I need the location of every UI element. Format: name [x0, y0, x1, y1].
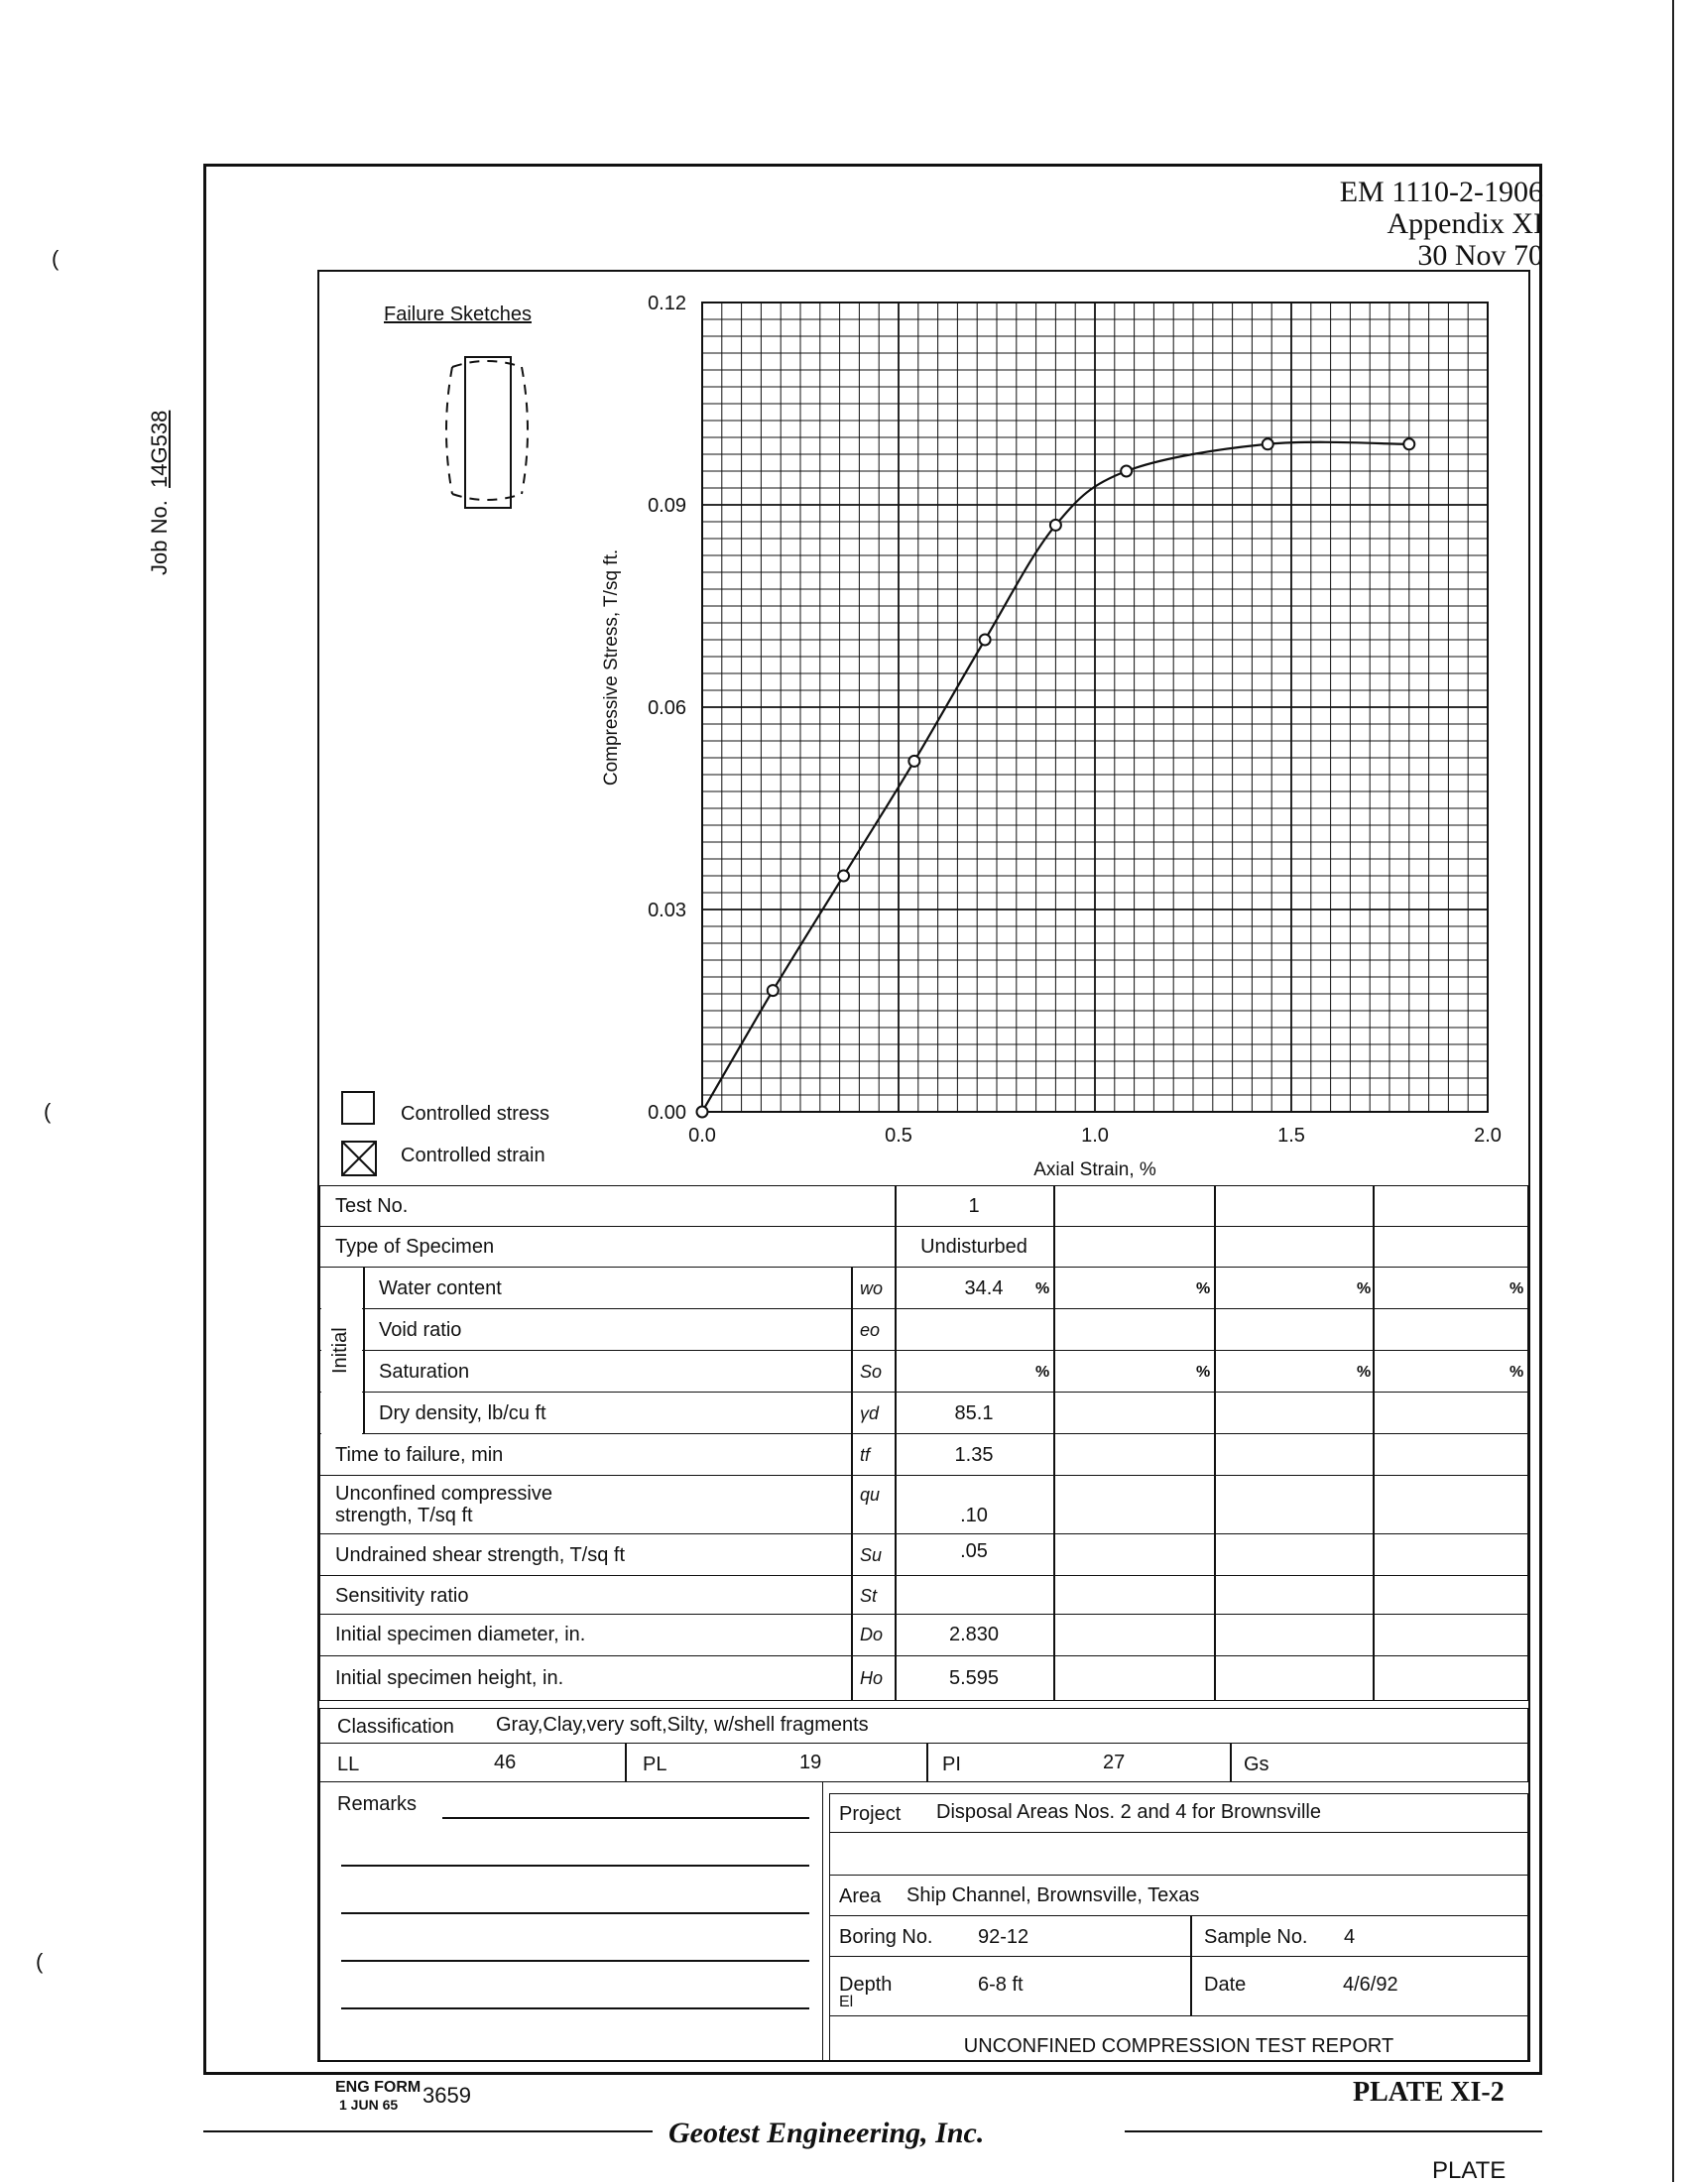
pl-value: 19	[799, 1752, 822, 1773]
sat-pct-2: %	[1196, 1364, 1211, 1381]
remarks-line	[341, 2007, 809, 2009]
y-tick-label: 0.09	[648, 495, 686, 517]
eng-form-line2: 1 JUN 65	[339, 2097, 399, 2113]
boring-row	[829, 1915, 1528, 1957]
ucs-value: .10	[960, 1505, 988, 1526]
diameter-symbol: Do	[860, 1625, 884, 1644]
ucs-label-2: strength, T/sq ft	[335, 1505, 473, 1526]
form-number: 3659	[422, 2083, 471, 2108]
classification-value: Gray,Clay,very soft,Silty, w/shell fragments	[496, 1714, 869, 1736]
sample-value: 4	[1344, 1926, 1356, 1948]
pi-value: 27	[1103, 1752, 1126, 1773]
project-value: Disposal Areas Nos. 2 and 4 for Brownsville	[936, 1801, 1321, 1823]
divider	[926, 1743, 928, 1782]
saturation-symbol: So	[860, 1362, 883, 1382]
row-sensitivity	[319, 1575, 1528, 1615]
job-number: 14G538	[147, 410, 172, 488]
water-symbol: wo	[860, 1278, 884, 1298]
saturation-label: Saturation	[379, 1361, 470, 1383]
document-header	[1340, 177, 1543, 272]
sample-label: Sample No.	[1204, 1926, 1308, 1948]
x-tick-label: 0.0	[688, 1125, 716, 1147]
type-value: Undisturbed	[920, 1236, 1027, 1258]
time-label: Time to failure, min	[335, 1444, 504, 1466]
remarks-line	[341, 1960, 809, 1962]
water-label: Water content	[379, 1277, 502, 1299]
manual-number: EM 1110-2-1906	[1339, 176, 1543, 208]
ll-value: 46	[494, 1752, 517, 1773]
bottom-rule-right	[1125, 2130, 1542, 2132]
data-point	[1121, 466, 1132, 477]
diameter-label: Initial specimen diameter, in.	[335, 1624, 586, 1645]
depth-value: 6-8 ft	[978, 1974, 1024, 1996]
test-data-table	[319, 1185, 1528, 1701]
divider	[1053, 1185, 1055, 1701]
row-saturation	[319, 1350, 1528, 1393]
boring-value: 92-12	[978, 1926, 1029, 1948]
data-point	[1263, 438, 1273, 449]
y-tick-label: 0.00	[648, 1102, 686, 1124]
page-edge-line	[1672, 0, 1674, 2182]
height-value: 5.595	[948, 1667, 1000, 1689]
plate-footer-label: PLATE	[1432, 2157, 1507, 2184]
company-name: Geotest Engineering, Inc.	[668, 2117, 985, 2149]
water-value: 34.4	[964, 1277, 1004, 1299]
x-tick-label: 1.5	[1277, 1125, 1305, 1147]
area-value: Ship Channel, Brownsville, Texas	[906, 1884, 1200, 1906]
eng-form-line1: ENG FORM	[335, 2079, 422, 2096]
stress-strain-chart	[575, 283, 1508, 1195]
void-symbol: eo	[860, 1320, 881, 1340]
remarks-line	[341, 1912, 809, 1914]
water-pct-3: %	[1357, 1280, 1372, 1297]
shear-value: .05	[960, 1540, 988, 1562]
sensitivity-symbol: St	[860, 1586, 878, 1606]
job-label: Job No.	[147, 500, 172, 575]
test-no-value: 1	[968, 1195, 980, 1217]
dry-density-symbol: γd	[860, 1403, 880, 1423]
remarks-block	[319, 1781, 823, 2062]
initial-label: Initial	[329, 1327, 351, 1374]
dry-density-label: Dry density, lb/cu ft	[379, 1402, 546, 1424]
y-axis-label: Compressive Stress, T/sq ft.	[601, 548, 622, 787]
water-pct-4: %	[1509, 1280, 1524, 1297]
divider	[625, 1743, 627, 1782]
divider	[1373, 1185, 1375, 1701]
divider	[1230, 1743, 1232, 1782]
bottom-rule-left	[203, 2130, 653, 2132]
divider	[1214, 1185, 1216, 1701]
date-label: Date	[1204, 1974, 1247, 1996]
water-pct-1: %	[1035, 1280, 1050, 1297]
time-symbol: tf	[860, 1445, 871, 1465]
job-number-block	[119, 248, 179, 585]
pi-label: PI	[942, 1754, 961, 1775]
sensitivity-label: Sensitivity ratio	[335, 1585, 469, 1607]
gs-label: Gs	[1244, 1754, 1269, 1775]
remarks-label: Remarks	[337, 1793, 418, 1815]
appendix-label: Appendix XI	[1387, 207, 1543, 240]
data-point	[1050, 520, 1061, 531]
classification-label: Classification	[337, 1716, 454, 1738]
water-pct-2: %	[1196, 1280, 1211, 1297]
type-label: Type of Specimen	[335, 1236, 495, 1258]
project-continuation-row	[829, 1832, 1528, 1876]
divider	[363, 1267, 365, 1434]
manual-date: 30 Nov 70	[1417, 239, 1543, 272]
pl-label: PL	[643, 1754, 667, 1775]
x-tick-label: 2.0	[1474, 1125, 1502, 1147]
dry-density-value: 85.1	[954, 1402, 994, 1424]
failure-sketch-icon	[432, 353, 542, 512]
void-label: Void ratio	[379, 1319, 462, 1341]
x-tick-label: 1.0	[1081, 1125, 1109, 1147]
x-axis-label: Axial Strain, %	[1033, 1159, 1156, 1180]
sat-pct-1: %	[1035, 1364, 1050, 1381]
remarks-line	[442, 1817, 809, 1819]
punch-mark: (	[52, 246, 60, 271]
ucs-symbol: qu	[860, 1485, 881, 1505]
controlled-strain-checkbox	[341, 1141, 377, 1176]
controlled-strain-label: Controlled strain	[401, 1145, 545, 1166]
data-point	[1403, 438, 1414, 449]
plate-number: PLATE XI-2	[1353, 2077, 1505, 2108]
punch-mark: (	[36, 1949, 44, 1974]
y-tick-label: 0.03	[648, 900, 686, 921]
data-point	[768, 985, 779, 996]
diameter-value: 2.830	[948, 1624, 1000, 1645]
data-point	[980, 635, 991, 646]
sat-pct-3: %	[1357, 1364, 1372, 1381]
report-title: UNCONFINED COMPRESSION TEST REPORT	[963, 2035, 1394, 2057]
sat-pct-4: %	[1509, 1364, 1524, 1381]
y-tick-label: 0.06	[648, 697, 686, 719]
ucs-label-1: Unconfined compressive	[335, 1483, 552, 1505]
controlled-stress-label: Controlled stress	[401, 1103, 550, 1125]
depth-row	[829, 1956, 1528, 2016]
punch-mark: (	[44, 1099, 52, 1124]
controlled-stress-checkbox	[341, 1091, 375, 1125]
project-label: Project	[839, 1803, 902, 1825]
height-label: Initial specimen height, in.	[335, 1667, 564, 1689]
divider	[851, 1267, 853, 1701]
boring-label: Boring No.	[839, 1926, 933, 1948]
time-value: 1.35	[954, 1444, 994, 1466]
row-void	[319, 1308, 1528, 1351]
data-point	[908, 756, 919, 767]
date-value: 4/6/92	[1343, 1974, 1398, 1996]
test-no-label: Test No.	[335, 1195, 409, 1217]
remarks-line	[341, 1865, 809, 1867]
shear-label: Undrained shear strength, T/sq ft	[335, 1544, 626, 1566]
depth-label: Depth	[839, 1974, 893, 1996]
data-point	[838, 871, 849, 882]
y-tick-label: 0.12	[648, 293, 686, 314]
data-point	[697, 1107, 708, 1118]
el-label: El	[839, 1994, 854, 2010]
failure-sketches-title: Failure Sketches	[384, 303, 532, 325]
shear-symbol: Su	[860, 1545, 883, 1565]
x-tick-label: 0.5	[885, 1125, 912, 1147]
height-symbol: Ho	[860, 1668, 884, 1688]
area-label: Area	[839, 1885, 882, 1907]
ll-label: LL	[337, 1754, 360, 1775]
